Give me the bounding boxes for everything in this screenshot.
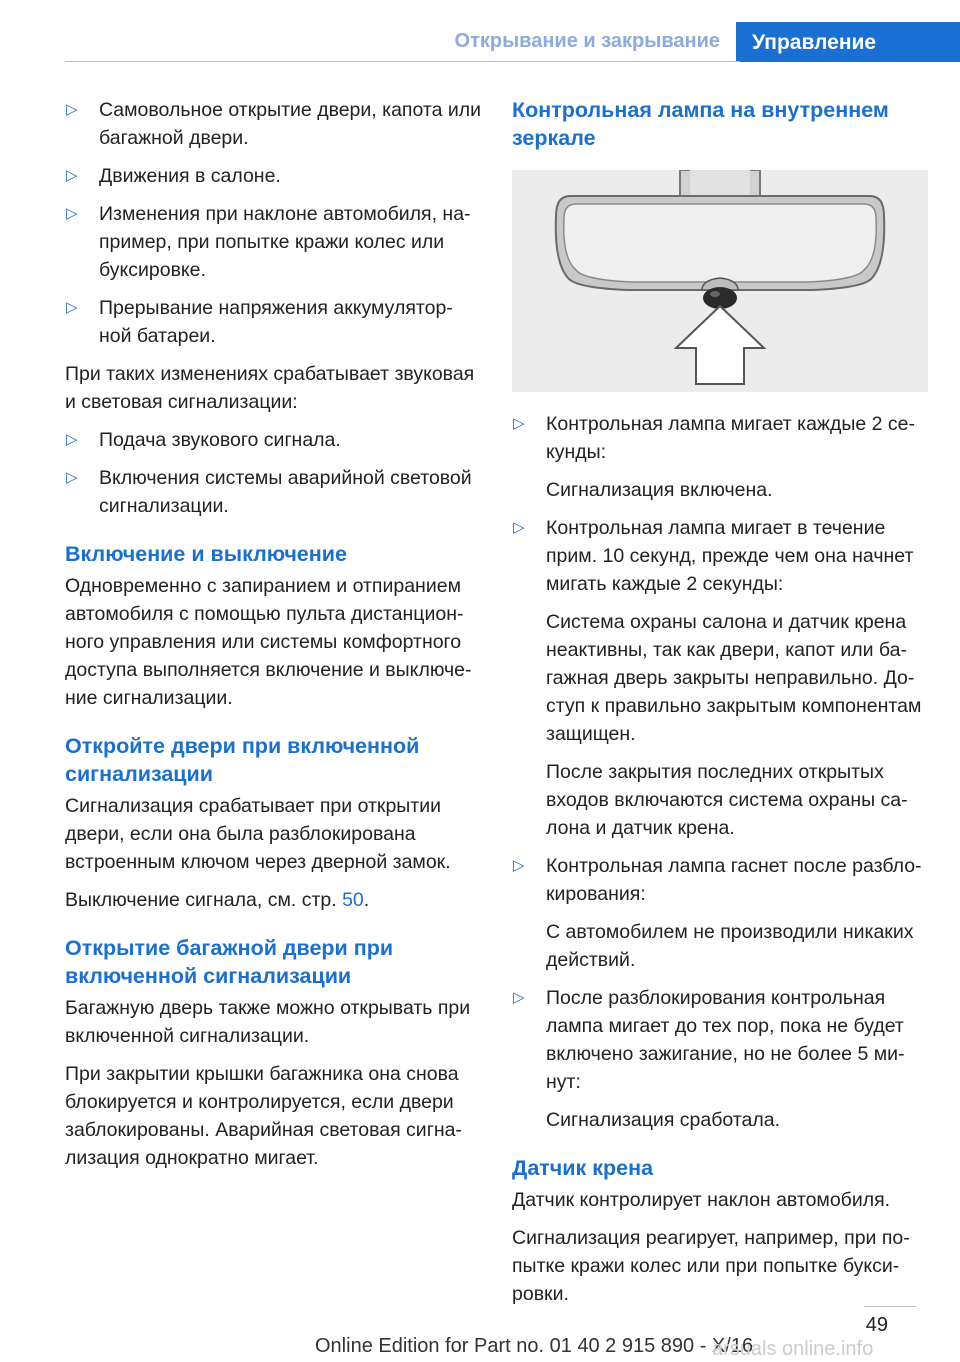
header-section-title: Открывание и закрывание — [454, 30, 720, 52]
list-item: ▷ После разблокирования контрольная лампа мигает до тех пор, пока не будет включено зажигание, но не более 5 ми-нут: — [512, 984, 932, 1096]
section-heading-lamp: Контрольная лампа на внутреннем зеркале — [512, 98, 889, 150]
triangle-bullet-icon: ▷ — [66, 431, 78, 448]
paragraph: Датчик контролирует наклон автомобиля. — [512, 1189, 891, 1211]
triangle-bullet-icon: ▷ — [66, 469, 78, 486]
triangle-bullet-icon: ▷ — [66, 101, 78, 118]
page-header — [0, 0, 960, 62]
rearview-mirror-illustration — [512, 170, 928, 392]
paragraph-cross-reference: Выключение сигнала, см. стр. 50. — [65, 889, 370, 911]
triangle-bullet-icon: ▷ — [66, 167, 78, 184]
paragraph: Сигнализация срабатывает при открытии двери, если она была разблокирована встроенным ключом через дверной замок. — [65, 795, 451, 873]
list-item-detail: Сигнализация сработала. — [546, 1109, 781, 1131]
watermark: arsuals online.info — [712, 1338, 874, 1360]
section-heading-onoff: Включение и выключение — [65, 542, 347, 566]
paragraph: Сигнализация реагирует, например, при по-пытке кражи колес или при попытке букси-ровки. — [512, 1227, 910, 1305]
page-number-rule — [864, 1306, 916, 1307]
triangle-bullet-icon: ▷ — [513, 415, 525, 432]
paragraph: При таких изменениях срабатывает звуковая и световая сигнализации: — [65, 363, 475, 413]
triangle-bullet-icon: ▷ — [513, 989, 525, 1006]
list-item-detail: После закрытия последних открытых входов включаются система охраны са-лона и датчик крена. — [546, 761, 908, 839]
header-rule — [65, 61, 740, 62]
page-number: 49 — [865, 1314, 888, 1336]
triangle-bullet-icon: ▷ — [66, 299, 78, 316]
section-heading-tilt: Датчик крена — [512, 1156, 654, 1180]
paragraph: Одновременно с запиранием и отпиранием автомобиля с помощью пульта дистанцион-ного управления или системы комфортного доступа выполняется включение и выключе-ние сигнализации. — [65, 575, 472, 709]
list-item: ▷ Подача звукового сигнала. — [65, 426, 485, 454]
section-heading-trunk: Открытие багажной двери при включенной сигнализации — [65, 936, 394, 988]
list-item-detail: С автомобилем не производили никаких действий. — [546, 921, 914, 971]
footer-edition: Online Edition for Part no. 01 40 2 915 890 - X/16 — [315, 1335, 754, 1357]
triangle-bullet-icon: ▷ — [513, 519, 525, 536]
list-item: ▷ Включения системы аварийной световой сигнализации. — [65, 464, 485, 520]
list-item: ▷ Изменения при наклоне автомобиля, на-пример, при попытке кражи колес или буксировке. — [65, 200, 485, 284]
left-column — [65, 96, 485, 1182]
list-item: ▷ Прерывание напряжения аккумулятор-ной батареи. — [65, 294, 485, 350]
section-heading-doors: Откройте двери при включенной сигнализации — [65, 734, 420, 786]
triangle-bullet-icon: ▷ — [513, 857, 525, 874]
list-item: ▷ Контрольная лампа мигает в течение прим. 10 секунд, прежде чем она начнет мигать каждые 2 секунды: — [512, 514, 932, 598]
header-chapter-tab: Управление — [736, 22, 960, 62]
right-column — [512, 96, 932, 1318]
list-item: ▷ Контрольная лампа мигает каждые 2 се-кунды: — [512, 410, 932, 466]
paragraph: Багажную дверь также можно открывать при включенной сигнализации. — [65, 997, 471, 1047]
list-item-detail: Сигнализация включена. — [546, 479, 773, 501]
list-item: ▷ Контрольная лампа гаснет после разбло-кирования: — [512, 852, 932, 908]
list-item: ▷ Движения в салоне. — [65, 162, 485, 190]
paragraph: При закрытии крышки багажника она снова блокируется и контролируется, если двери заблокированы. Аварийная световая сигна-лизация однократно мигает. — [65, 1063, 462, 1169]
list-item-detail: Система охраны салона и датчик крена неактивны, так как двери, капот или ба-гажная дверь закрыты неправильно. До-ступ к правильно закрытым компонентам защищен. — [546, 611, 922, 745]
list-item: ▷ Самовольное открытие двери, капота или багажной двери. — [65, 96, 485, 152]
page-link[interactable]: 50 — [342, 889, 364, 911]
triangle-bullet-icon: ▷ — [66, 205, 78, 222]
